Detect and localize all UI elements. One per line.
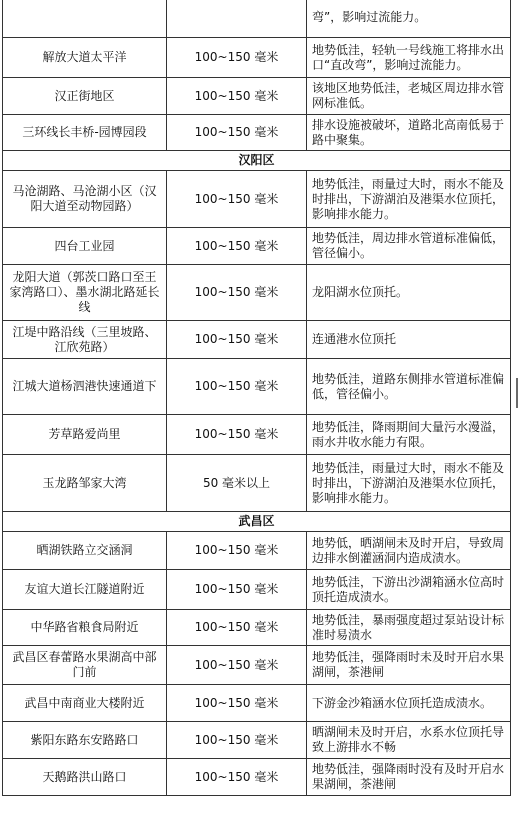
cause-cell: 排水设施被破坏，道路北高南低易于路中聚集。	[307, 115, 511, 151]
depth-cell: 100~150 毫米	[167, 171, 307, 228]
location-cell: 武昌区春蕾路水果湖高中部门前	[3, 646, 167, 685]
table-row	[3, 359, 511, 415]
depth-cell: 100~150 毫米	[167, 532, 307, 570]
cause-cell: 龙阳湖水位顶托。	[307, 265, 511, 321]
depth-cell: 100~150 毫米	[167, 646, 307, 685]
cause-cell: 地势低洼，降雨期间大量污水漫溢，雨水井收水能力有限。	[307, 415, 511, 455]
district-header-row	[3, 512, 511, 532]
depth-cell: 100~150 毫米	[167, 759, 307, 796]
table-row	[3, 570, 511, 610]
location-cell	[3, 0, 167, 38]
location-cell: 江堤中路沿线（三里坡路、江欣苑路）	[3, 321, 167, 359]
district-header: 汉阳区	[3, 151, 511, 171]
depth-cell: 100~150 毫米	[167, 115, 307, 151]
depth-cell: 100~150 毫米	[167, 78, 307, 115]
cause-cell: 地势低洼，轻轨一号线施工将排水出口“直改弯”，影响过流能力。	[307, 38, 511, 78]
cause-cell: 地势低洼，雨量过大时，雨水不能及时排出，下游湖泊及港渠水位顶托，影响排水能力。	[307, 455, 511, 512]
table-row	[3, 532, 511, 570]
table-row	[3, 228, 511, 265]
cause-cell: 地势低，晒湖闸未及时开启，导致周边排水倒灌涵洞内造成渍水。	[307, 532, 511, 570]
cause-cell: 地势低洼，强降雨时没有及时开启水果湖闸，茶港闸	[307, 759, 511, 796]
location-cell: 三环线长丰桥-园博园段	[3, 115, 167, 151]
table-row	[3, 78, 511, 115]
table-row	[3, 455, 511, 512]
location-cell: 芳草路爱尚里	[3, 415, 167, 455]
depth-cell: 50 毫米以上	[167, 455, 307, 512]
depth-cell: 100~150 毫米	[167, 38, 307, 78]
table-row	[3, 722, 511, 759]
cause-cell: 连通港水位顶托	[307, 321, 511, 359]
depth-cell: 100~150 毫米	[167, 415, 307, 455]
table-row	[3, 38, 511, 78]
location-cell: 龙阳大道（郭茨口路口至王家湾路口）、墨水湖北路延长线	[3, 265, 167, 321]
table-row	[3, 646, 511, 685]
depth-cell: 100~150 毫米	[167, 321, 307, 359]
district-header: 武昌区	[3, 512, 511, 532]
cause-cell: 地势低洼，暴雨强度超过泵站设计标准时易渍水	[307, 610, 511, 646]
cause-cell: 地势低洼，强降雨时未及时开启水果湖闸，茶港闸	[307, 646, 511, 685]
table-row	[3, 759, 511, 796]
depth-cell: 100~150 毫米	[167, 570, 307, 610]
location-cell: 武昌中南商业大楼附近	[3, 685, 167, 722]
location-cell: 紫阳东路东安路路口	[3, 722, 167, 759]
depth-cell	[167, 0, 307, 38]
table-body	[3, 0, 511, 796]
location-cell: 江城大道杨泗港快速通道下	[3, 359, 167, 415]
cause-cell: 地势低洼，道路东侧排水管道标准偏低，管径偏小。	[307, 359, 511, 415]
location-cell: 玉龙路邹家大湾	[3, 455, 167, 512]
depth-cell: 100~150 毫米	[167, 722, 307, 759]
location-cell: 四台工业园	[3, 228, 167, 265]
scrollbar-thumb[interactable]	[516, 378, 518, 408]
location-cell: 友谊大道长江隧道附近	[3, 570, 167, 610]
location-cell: 解放大道太平洋	[3, 38, 167, 78]
location-cell: 晒湖铁路立交涵洞	[3, 532, 167, 570]
depth-cell: 100~150 毫米	[167, 228, 307, 265]
location-cell: 中华路省粮食局附近	[3, 610, 167, 646]
location-cell: 马沧湖路、马沧湖小区（汉阳大道至动物园路）	[3, 171, 167, 228]
depth-cell: 100~150 毫米	[167, 610, 307, 646]
depth-cell: 100~150 毫米	[167, 359, 307, 415]
cause-cell: 下游金沙箱涵水位顶托造成渍水。	[307, 685, 511, 722]
location-cell: 天鹅路洪山路口	[3, 759, 167, 796]
table-row	[3, 321, 511, 359]
depth-cell: 100~150 毫米	[167, 265, 307, 321]
cause-cell: 地势低洼，周边排水管道标准偏低，管径偏小。	[307, 228, 511, 265]
cause-cell: 地势低洼，雨量过大时，雨水不能及时排出，下游湖泊及港渠水位顶托，影响排水能力。	[307, 171, 511, 228]
location-cell: 汉正街地区	[3, 78, 167, 115]
cause-cell: 晒湖闸未及时开启，水系水位顶托导致上游排水不畅	[307, 722, 511, 759]
table-row	[3, 685, 511, 722]
cause-cell: 弯”，影响过流能力。	[307, 0, 511, 38]
flood-prone-areas-table	[2, 0, 511, 796]
district-header-row	[3, 151, 511, 171]
depth-cell: 100~150 毫米	[167, 685, 307, 722]
cause-cell: 地势低洼，下游出沙湖箱涵水位高时顶托造成渍水。	[307, 570, 511, 610]
cause-cell: 该地区地势低洼，老城区周边排水管网标准低。	[307, 78, 511, 115]
table-row	[3, 265, 511, 321]
table-row	[3, 171, 511, 228]
table-row	[3, 115, 511, 151]
table-row	[3, 610, 511, 646]
table-row	[3, 0, 511, 38]
table-row	[3, 415, 511, 455]
